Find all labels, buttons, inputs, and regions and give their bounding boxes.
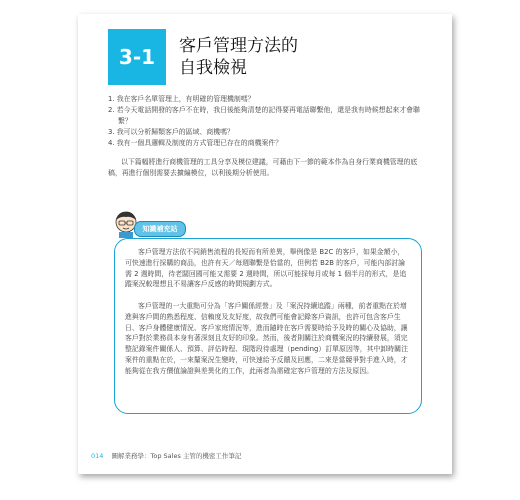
book-page bbox=[78, 14, 452, 474]
intro-paragraph: 以下篇幅將進行商機管理的工具分享及模位建議，可藉由下一節的範本作為自身行業商機管理的底稿，再進行個別需要去擴編模位，以利後期分析使用。 bbox=[108, 158, 418, 177]
section-title bbox=[179, 35, 379, 79]
question-item: 3. 我可以分析歸類客戶的區域、商機嗎？ bbox=[108, 128, 234, 136]
question-item: 1. 我在客戶名單管理上，有明確的管理機制嗎？ bbox=[108, 95, 255, 103]
section-title-line2: 自我檢視 bbox=[179, 58, 247, 78]
question-item: 4. 我有一個具邏輯及制度的方式管理已存在的商機案件？ bbox=[108, 139, 283, 147]
page-footer bbox=[91, 451, 241, 460]
section-number-badge: 3-1 bbox=[108, 29, 166, 85]
page-number: 014 bbox=[91, 452, 104, 460]
knowledge-paragraph-2: 客戶管理的一大重點可分為「客戶關係經營」及「案況持續追蹤」兩種，前者重點在於增進與客戶間的熟悉程度、信賴度及友好度，故我們可能會記錄客戶資訊，也許可包含客戶生日、客戶身體健康情況、客戶家庭情況等，進而隨時在客戶需要時給予及時的關心及協助，讓客戶對於業務員本身有著深刻且友好的印象。然而，後者則關注於商機案況的持續發展，須完整記錄案件關係人、預算、評估時程、現階段待處理（pending）訂單原因等，其中卸時關注案件的重點在於，一來釐案況生變時，可快速給予反饋及回應，二來是當競爭對手進入時，才能夠從在我方價值論證與差異化的工作，此兩者為需確定客戶管理的方法及原因。 bbox=[125, 302, 408, 375]
section-title-line1: 客戶管理方法的 bbox=[179, 36, 298, 56]
knowledge-box bbox=[114, 238, 422, 414]
question-item: 2. 若今天電話開發的客戶不在時，我日後能夠清楚的記得要再電話聯繫他，還是我有時候想起來才會聯繫？ bbox=[108, 106, 420, 125]
knowledge-paragraph-1: 客戶管理方法依不同銷售流程的長短而有所差異，舉例像是 B2C 的客戶，如果金額小，可快速進行採購的商品，也許有天／每週聯繫是恰當的，但例若 B2B 的客戶，可能內部討論需 2 週時間，待老闆回國可能又需要 2 週時間，所以可能採每月或每 1 個半月的形式，是追蹤案況較理想且不易讓客戶反感的時間規劃方式。 bbox=[125, 248, 407, 289]
knowledge-tag: 知識補充站 bbox=[134, 221, 186, 237]
book-title: 圖解業務學：Top Sales 主管的機密工作筆記 bbox=[111, 452, 242, 460]
question-list bbox=[108, 94, 424, 149]
